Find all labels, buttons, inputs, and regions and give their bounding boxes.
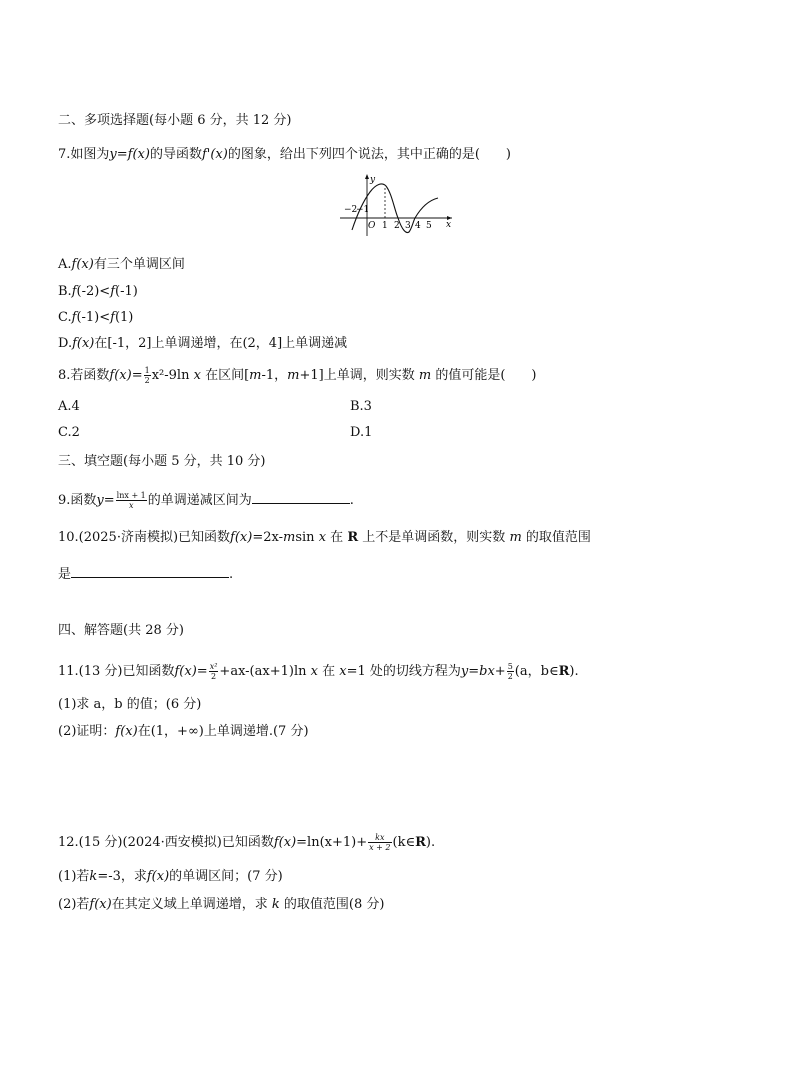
q9-text: . [349, 493, 354, 508]
fraction-denominator: x [128, 501, 134, 510]
q11-func: f(x) [115, 724, 138, 739]
option-letter: C. [58, 310, 72, 325]
tick-label-2: 2 [394, 221, 400, 231]
q7-text: 的图象，给出下列四个说法，其中正确的是( ) [227, 147, 511, 162]
q8-text: -1， [261, 368, 288, 383]
q12-text: =-3，求 [97, 869, 147, 884]
q7-func: y=f(x) [109, 147, 150, 162]
q11-text: ). [569, 664, 579, 679]
q12-text: (k∈ [392, 835, 416, 850]
q11-part-1: (1)求 a，b 的值；(6 分) [58, 697, 202, 712]
option-letter: D. [58, 336, 73, 351]
q7-option-b [58, 283, 138, 301]
q11-var: x [339, 664, 347, 679]
q8-text: 8.若函数 [58, 368, 110, 383]
origin-label: O [368, 221, 376, 231]
q11-part-2 [58, 723, 309, 741]
option-func: f(x) [71, 257, 94, 272]
fraction-numerator: x² [209, 662, 218, 671]
q11-func: f(x) [174, 664, 197, 679]
fraction-numerator: lnx + 1 [116, 491, 146, 500]
question-11-stem [58, 662, 579, 681]
q10-var: x [318, 530, 327, 545]
q8-var: m [249, 368, 262, 383]
q8-option-d: D.1 [350, 425, 373, 440]
fraction-denominator: 2 [507, 672, 513, 681]
fraction-denominator: 2 [144, 376, 150, 385]
q10-text: sin [295, 530, 315, 545]
q11-fraction-1 [209, 662, 219, 681]
q12-var: k [271, 897, 280, 912]
tick-label-4: 4 [415, 221, 421, 231]
q11-text: (a，b∈ [514, 664, 559, 679]
q10-text: 上不是单调函数，则实数 [362, 530, 506, 545]
fraction-denominator: x + 2 [369, 843, 391, 852]
q9-text: = [103, 493, 115, 508]
q9-var: y [96, 493, 104, 508]
q12-text: (1)若 [58, 869, 90, 884]
q11-fraction-2 [507, 662, 514, 681]
q12-part-2 [58, 896, 384, 914]
q12-func: f(x) [273, 835, 297, 850]
q10-text: 在 [330, 530, 344, 545]
q7-option-a [58, 256, 185, 274]
section-2-heading: 二、多项选择题(每小题 6 分，共 12 分) [58, 113, 292, 128]
q10-text: 是 [58, 567, 72, 582]
option-func: f [71, 284, 77, 299]
option-letter: A. [58, 257, 72, 272]
q11-text: =1 处的切线方程为 [346, 664, 461, 679]
fraction-numerator: 5 [507, 662, 513, 671]
q12-var: k [89, 869, 98, 884]
q12-func: f(x) [89, 897, 112, 912]
q12-func: f(x) [146, 869, 170, 884]
q12-fraction [368, 833, 391, 852]
section-4-heading: 四、解答题(共 28 分) [58, 623, 184, 638]
question-9-stem [58, 490, 354, 510]
q8-func: f(x) [109, 368, 132, 383]
q10-var: m [283, 530, 296, 545]
option-text: (1) [114, 310, 134, 325]
y-axis-arrow [365, 174, 369, 179]
q12-part-1 [58, 868, 283, 886]
q11-line-eq: y=bx [460, 664, 495, 679]
option-text: 在[-1，2]上单调递增，在(2，4]上单调递减 [94, 336, 348, 351]
q10-answer-blank[interactable] [71, 564, 229, 578]
question-7-stem [58, 146, 511, 164]
q11-text: 在(1，+∞)上单调递增.(7 分) [137, 724, 309, 739]
q9-answer-blank[interactable] [252, 490, 350, 504]
q11-text: +ax-(ax+1)ln [219, 664, 307, 679]
q10-reals: R [347, 530, 359, 545]
q10-text: 10.(2025·济南模拟)已知函数 [58, 530, 231, 545]
tick-label-neg1: −1 [356, 205, 370, 215]
q11-var: x [310, 664, 318, 679]
question-10-stem [58, 529, 591, 547]
q8-fraction [144, 366, 151, 385]
option-text: (-1) [115, 284, 138, 299]
q11-text: 在 [322, 664, 336, 679]
tick-label-3: 3 [405, 221, 411, 231]
question-12-stem [58, 833, 435, 852]
tick-label-neg2: −2 [344, 205, 358, 215]
option-letter: B. [58, 284, 72, 299]
q12-reals: R [415, 835, 426, 850]
q8-option-c: C.2 [58, 425, 80, 440]
q8-text: x²-9ln [151, 368, 190, 383]
option-func: f [110, 284, 116, 299]
q11-text: (2)证明： [58, 724, 116, 739]
q7-option-d [58, 335, 347, 353]
option-func: f [110, 310, 115, 325]
q7-text: 的导函数 [149, 147, 202, 162]
fraction-numerator: 1 [144, 366, 150, 375]
q12-text: 的取值范围(8 分) [283, 897, 385, 912]
q8-var: x [193, 368, 201, 383]
q11-text: = [196, 664, 208, 679]
q12-text: 在其定义域上单调递增，求 [111, 897, 268, 912]
q12-text: ). [425, 835, 436, 850]
fraction-numerator: kx [368, 833, 391, 843]
q12-text: (2)若 [58, 897, 90, 912]
question-8-stem [58, 366, 537, 385]
tick-label-5: 5 [426, 221, 432, 231]
q12-text: =ln(x+1)+ [296, 835, 368, 850]
option-text: (-1)< [76, 310, 111, 325]
section-3-heading: 三、填空题(每小题 5 分，共 10 分) [58, 454, 266, 469]
q8-var: m [287, 368, 300, 383]
q8-text: +1]上单调，则实数 [299, 368, 415, 383]
q10-var: m [509, 530, 522, 545]
q7-text: 7.如图为 [58, 147, 110, 162]
question-10-line-2 [58, 564, 233, 584]
q12-text: 12.(15 分)(2024·西安模拟)已知函数 [58, 835, 274, 850]
q10-func: f(x) [230, 530, 253, 545]
option-func: f [71, 310, 77, 325]
q9-fraction [116, 491, 147, 510]
option-text: (-2)< [76, 284, 111, 299]
fraction-denominator: 2 [211, 672, 217, 681]
q8-text: = [131, 368, 143, 383]
q11-text: 11.(13 分)已知函数 [58, 664, 175, 679]
q8-text: 的值可能是( ) [435, 368, 537, 383]
q8-text: 在区间[ [205, 368, 250, 383]
q9-text: 的单调递减区间为 [147, 493, 252, 508]
y-axis-label: y [370, 175, 376, 185]
q7-derivative: f'(x) [201, 147, 228, 162]
q8-option-a: A.4 [58, 399, 80, 414]
x-axis-label: x [446, 220, 452, 230]
q10-text: . [229, 567, 234, 582]
derivative-graph [340, 172, 456, 238]
q7-option-c [58, 309, 133, 327]
q12-text: 的单调区间；(7 分) [169, 869, 283, 884]
q10-text: 的取值范围 [525, 530, 591, 545]
q9-text: 9.函数 [58, 493, 97, 508]
tick-label-1: 1 [382, 221, 388, 231]
q8-option-b: B.3 [350, 399, 372, 414]
q8-var: m [418, 368, 432, 383]
q11-reals: R [558, 664, 570, 679]
q10-text: =2x- [252, 530, 284, 545]
option-func: f(x) [72, 336, 95, 351]
q11-text: + [494, 664, 506, 679]
option-text: 有三个单调区间 [93, 257, 185, 272]
